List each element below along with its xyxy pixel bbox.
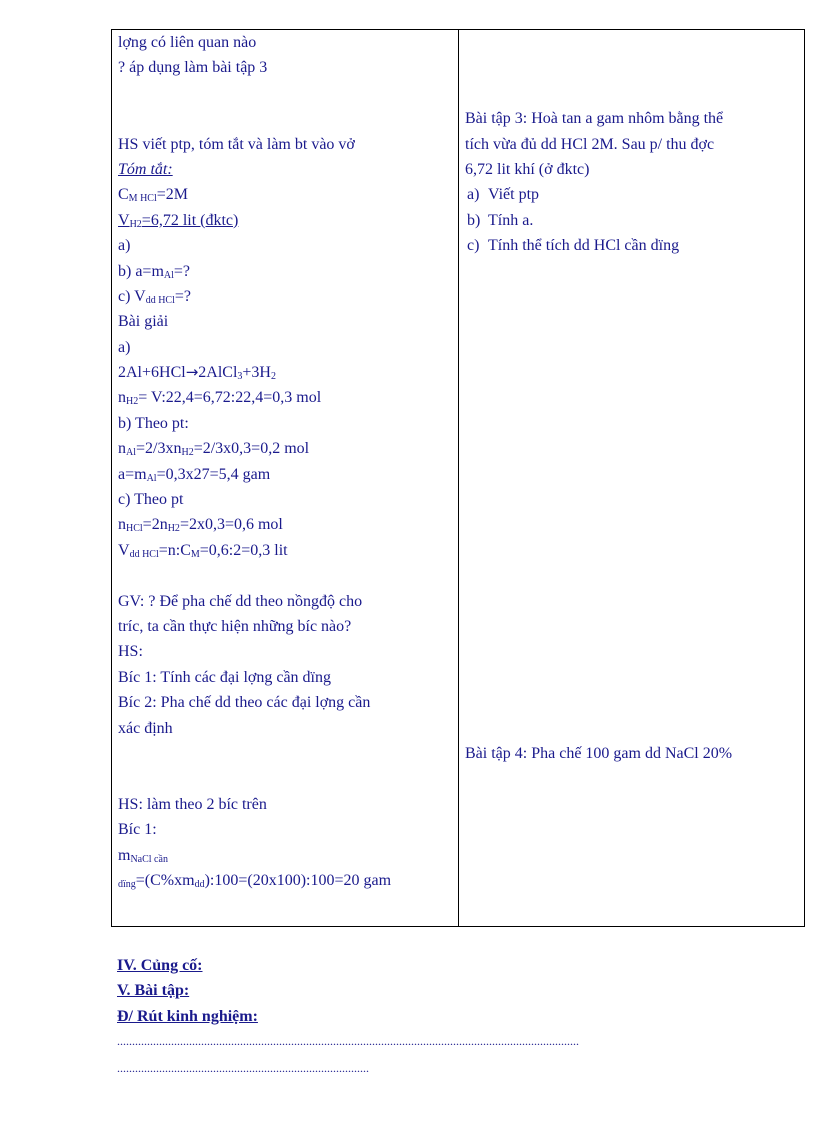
reaction-equation: $2Al+6HCl\to 2AlCl_3+3H_2$ [118, 363, 276, 383]
moles-h2: $n_{H2}=$ V:22,4=6,72:22,4=0,3 mol [118, 389, 322, 408]
moles-hcl: $n_{HCl}=2n_{H2}=2x0,3=0,6$ mol [118, 516, 283, 535]
question-c: c) $V_{dd HCl}=$? [118, 287, 191, 306]
right-column [465, 30, 801, 767]
left-column [118, 30, 454, 893]
given-volume: $V_{H2}=6,72$ lit (đktc) [118, 211, 239, 230]
text-line: b) Theo pt: [118, 414, 189, 432]
heading-consolidation: IV. Củng cố: [117, 957, 203, 974]
dotted-line: .......................................................................................................................................................... [117, 1034, 579, 1048]
text-line: Bíc 1: Tính các đại lợng cần dïng [118, 668, 331, 686]
dotted-line: .................................................................................... [117, 1061, 369, 1075]
lesson-table [111, 29, 805, 927]
text-line: GV: ? Để pha chế dd theo nồngđộ cho [118, 592, 363, 610]
column-divider [458, 30, 459, 926]
exercise-4: Bài tập 4: Pha chế 100 gam dd NaCl 20% [465, 745, 733, 763]
mass-nacl: $m_{NaCl cần}$ [118, 846, 168, 865]
text-line: Bíc 1: [118, 821, 157, 839]
text-line: HS viết ptp, tóm tắt và làm bt vào vở [118, 135, 355, 153]
text-line: a) [118, 338, 131, 356]
moles-al: $n_{Al}=2/3xn_{H2}=2/3x0,3=0,2$ mol [118, 440, 310, 459]
text-line: a) [118, 237, 131, 255]
text-line: tríc, ta cần thực hiện những bíc nào? [118, 617, 352, 635]
heading-homework: V. Bài tập: [117, 982, 190, 1000]
text-line: ? áp dụng làm bài tập 3 [118, 59, 268, 77]
exercise-3: tích vừa đủ dd HCl 2M. Sau p/ thu đợc [465, 135, 715, 153]
text-line: xác định [118, 719, 173, 737]
exercise-3: Bài tập 3: Hoà tan a gam nhôm bằng thể [465, 110, 724, 128]
summary-heading: Tóm tắt: [118, 160, 173, 178]
text-line: HS: làm theo 2 bíc trên [118, 795, 267, 813]
heading-experience: Đ/ Rút kinh nghiệm: [117, 1007, 258, 1025]
list-item: b) Tính a. [467, 211, 534, 229]
exercise-3: 6,72 lit khí (ở đktc) [465, 160, 590, 178]
footer-headings [117, 953, 258, 1029]
text-line: c) Theo pt [118, 491, 184, 509]
question-b: b) $a=m_{Al}=$? [118, 262, 191, 281]
text-line: Bíc 2: Pha chế dd theo các đại lợng cần [118, 694, 371, 712]
text-line: HS: [118, 643, 143, 661]
list-item: a) Viết ptp [467, 186, 540, 204]
given-concentration: $C_{M HCl}=2M$ [118, 186, 188, 205]
text-line: lợng có liên quan nào [118, 34, 257, 51]
volume-hcl: $V_{dd HCl}=n:C_M=0,6:2=0,3$ lit [118, 541, 288, 560]
solution-heading: Bài giải [118, 313, 169, 331]
mass-al: $a=m_{Al}=0,3x27=5,4$ gam [118, 465, 271, 484]
exercise-3-questions [465, 182, 801, 258]
list-item: c) Tính thể tích dd HCl cần dïng [467, 237, 680, 255]
mass-nacl-formula: $_{dïng}=(C\%xm_{dd}):100=(20x100):100=20$ gam [118, 871, 392, 890]
arrow-icon: → [185, 363, 199, 382]
